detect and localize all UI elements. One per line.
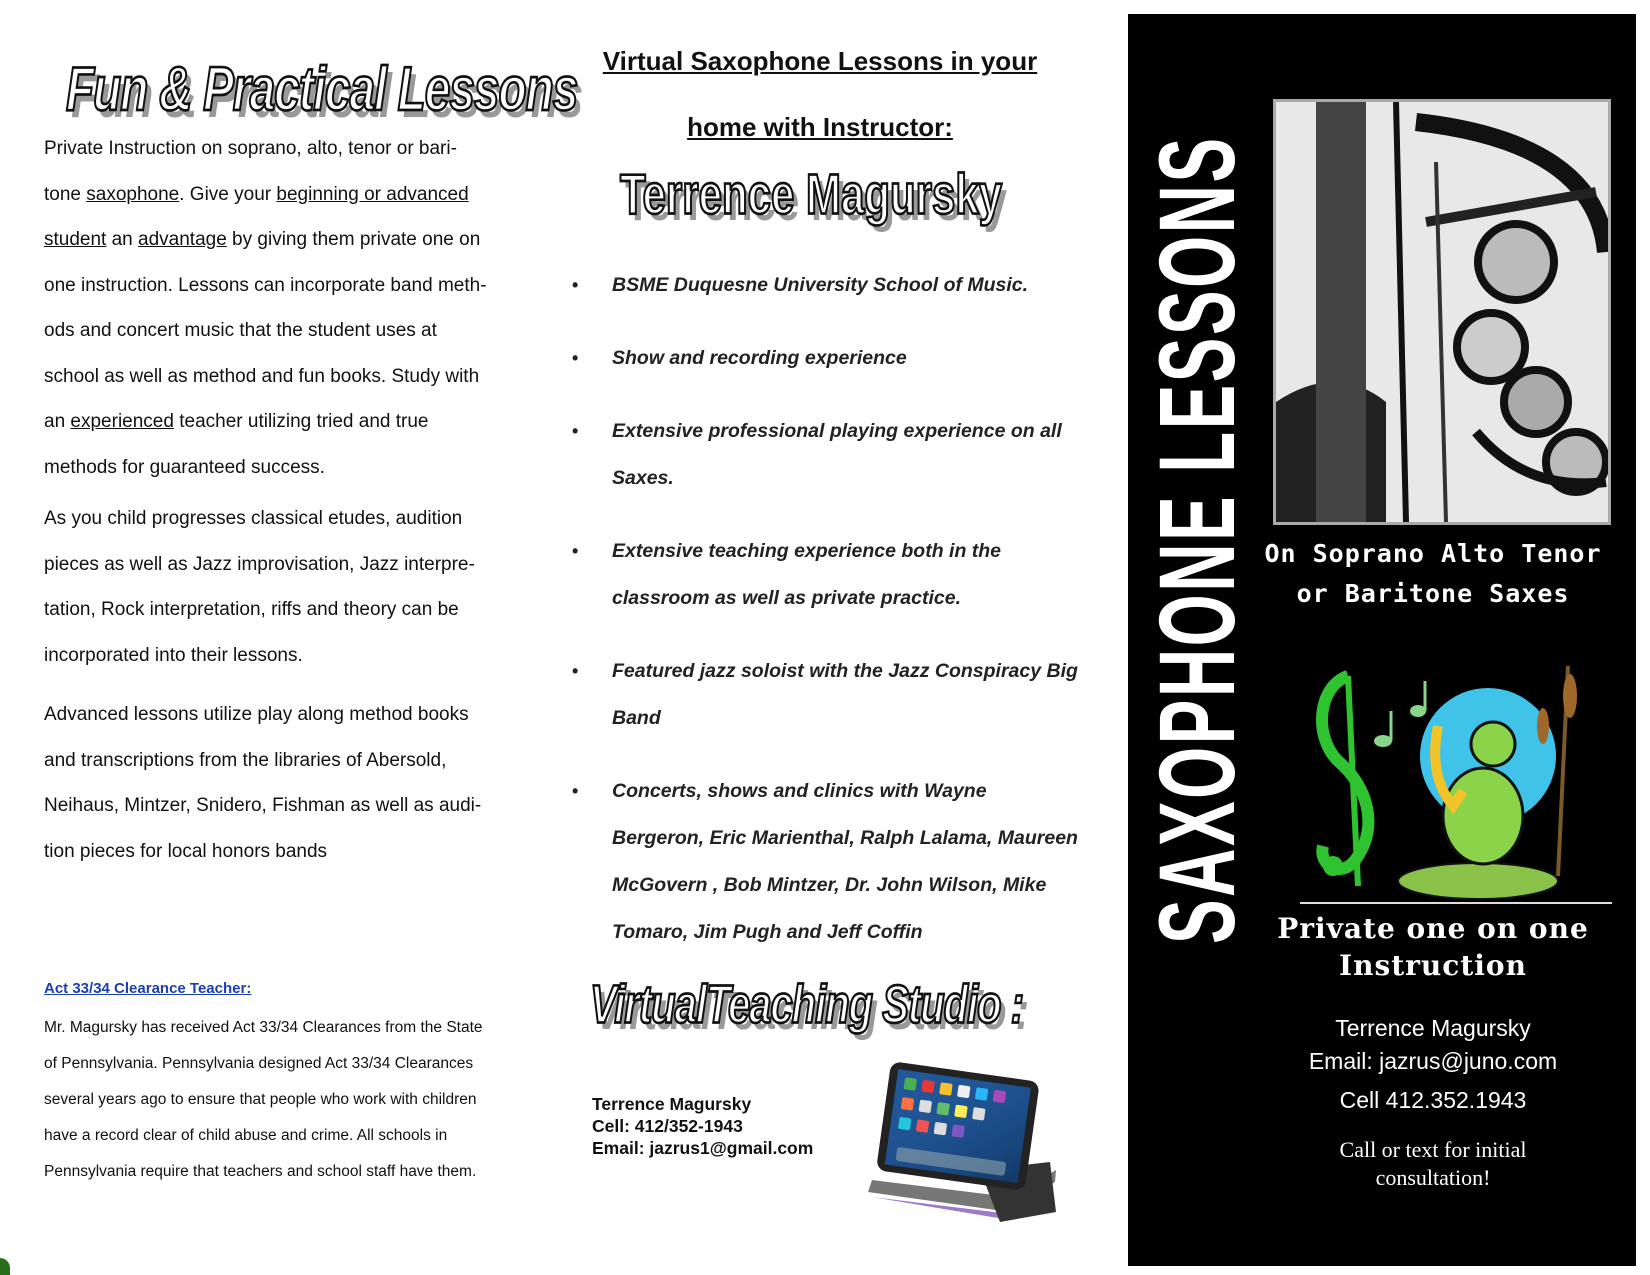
contact-cell: Cell: 412/352-1943	[592, 1116, 743, 1136]
credential-item: • Featured jazz soloist with the Jazz Conspiracy Big Band	[560, 648, 1080, 742]
fun-lessons-title: Fun & Practical Lessons	[66, 53, 578, 124]
paragraph-line: student an advantage by giving them private one on	[44, 229, 481, 250]
paragraph-line: and transcriptions from the libraries of Abersold,	[44, 749, 447, 771]
act-clearance-heading[interactable]: Act 33/34 Clearance Teacher:	[44, 980, 252, 997]
paragraph-line: methods for guaranteed success.	[44, 456, 325, 478]
panel-email[interactable]: Email: jazrus@juno.com	[1308, 1048, 1558, 1074]
act-line: Pennsylvania require that teachers and school staff have them.	[44, 1163, 477, 1180]
divider	[1300, 902, 1612, 904]
advanced-paragraph	[44, 692, 534, 874]
panel-cell[interactable]: Cell 412.352.1943	[1339, 1087, 1527, 1113]
frog-saxophone-illustration	[1288, 666, 1598, 906]
paragraph-line: school as well as method and fun books. Study with	[44, 365, 480, 387]
credential-item: • Extensive professional playing experience on all Saxes.	[560, 408, 1080, 502]
credential-item: • Show and recording experience	[560, 335, 1080, 382]
paragraph-line: Advanced lessons utilize play along method books	[44, 704, 469, 725]
consultation-note	[1278, 1136, 1588, 1192]
paragraph-line: Neihaus, Mintzer, Snidero, Fishman as well as audi-	[44, 795, 482, 816]
paragraph-line: an experienced teacher utilizing tried and true	[44, 411, 429, 432]
paragraph-line: pieces as well as Jazz improvisation, Jazz interpre-	[44, 553, 475, 575]
instrument-subtitle	[1253, 534, 1613, 614]
paragraph-line: tation, Rock interpretation, riffs and theory can be	[44, 599, 459, 620]
tablet-icon	[860, 1062, 1060, 1237]
credential-item: • BSME Duquesne University School of Music.	[560, 262, 1080, 309]
panel-contact-info	[1253, 1012, 1613, 1117]
private-line-1: Private one on one	[1277, 912, 1589, 945]
act-clearance-text	[44, 1010, 534, 1190]
paragraph-line: ods and concert music that the student uses at	[44, 320, 437, 341]
paragraph-line: Private Instruction on soprano, alto, tenor or bari-	[44, 138, 457, 159]
subtitle-line-1: On Soprano Alto Tenor	[1264, 539, 1602, 568]
saxophone-lessons-vertical-title: SAXOPHONE LESSONS	[1136, 135, 1257, 944]
studio-contact	[592, 1093, 813, 1159]
call-line-1: Call or text for initial	[1339, 1137, 1527, 1162]
underlined-term: beginning or advanced	[276, 183, 469, 205]
act-line: have a record clear of child abuse and crime. All schools in	[44, 1127, 448, 1144]
contact-email: Email: jazrus1@gmail.com	[592, 1138, 814, 1158]
panel-name: Terrence Magursky	[1335, 1015, 1531, 1041]
paragraph-line: incorporated into their lessons.	[44, 644, 303, 666]
underlined-term: experienced	[70, 411, 174, 432]
paragraph-line: tone saxophone. Give your beginning or advanced	[44, 183, 469, 205]
paragraph-line: tion pieces for local honors bands	[44, 840, 328, 862]
paragraph-line: one instruction. Lessons can incorporate band meth-	[44, 274, 487, 296]
act-line: several years ago to ensure that people who work with children	[44, 1091, 477, 1108]
paragraph-line: As you child progresses classical etudes, audition	[44, 508, 463, 529]
intro-paragraph	[44, 126, 534, 490]
brochure-cover-panel	[1128, 14, 1636, 1266]
heading-line-1: Virtual Saxophone Lessons in your	[602, 46, 1038, 76]
private-line-2: Instruction	[1339, 949, 1527, 982]
private-instruction-heading	[1253, 910, 1613, 984]
instructor-name-title: Terrence Magursky	[620, 162, 1003, 226]
heading-line-2: home with Instructor:	[687, 112, 953, 142]
saxophone-image	[1273, 99, 1611, 525]
credentials-list	[560, 262, 1080, 982]
virtual-lessons-heading	[560, 28, 1080, 160]
act-line: of Pennsylvania. Pennsylvania designed Act 33/34 Clearances	[44, 1055, 474, 1072]
corner-leaf-decoration	[0, 1258, 10, 1275]
act-line: Mr. Magursky has received Act 33/34 Clearances from the State	[44, 1019, 483, 1036]
studio-title: VirtualTeaching Studio :	[590, 975, 1024, 1035]
credential-item: • Concerts, shows and clinics with Wayne Bergeron, Eric Marienthal, Ralph Lalama, Maureen McGovern , Bob Mintzer, Dr. John Wilson, Mike Tomaro, Jim Pugh and Jeff Coffin	[560, 768, 1080, 956]
saxophone-icon	[1276, 102, 1608, 522]
subtitle-line-2: or Baritone Saxes	[1296, 579, 1570, 608]
call-line-2: consultation!	[1375, 1165, 1491, 1190]
underlined-term: student	[44, 229, 107, 250]
progress-paragraph	[44, 496, 534, 678]
underlined-term: saxophone	[86, 183, 180, 205]
credential-item: • Extensive teaching experience both in the classroom as well as private practice.	[560, 528, 1080, 622]
contact-name: Terrence Magursky	[592, 1094, 752, 1114]
underlined-term: advantage	[138, 229, 227, 250]
